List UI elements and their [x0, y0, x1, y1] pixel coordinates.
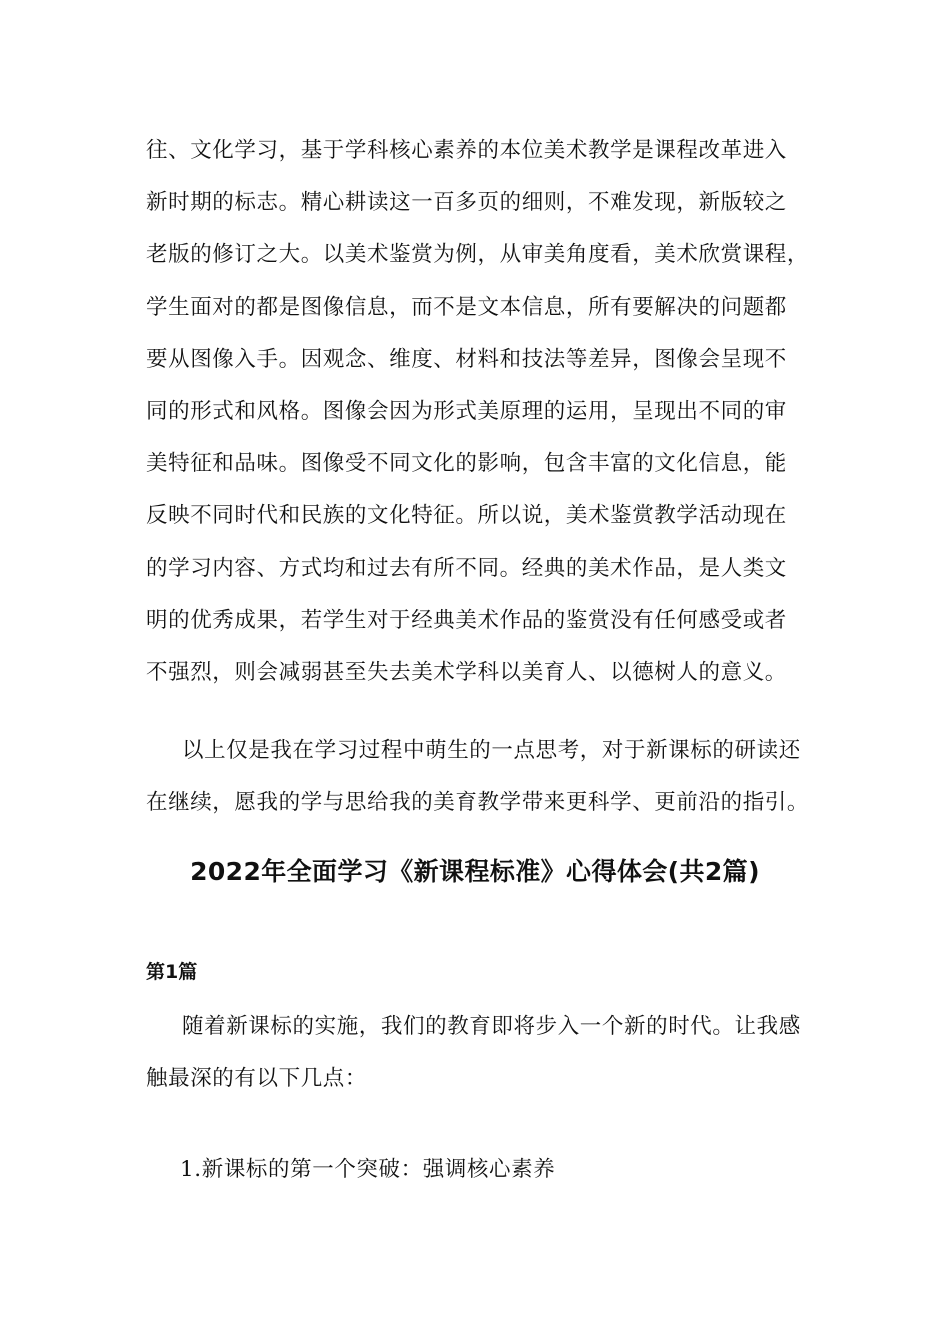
- paragraph-line: 美特征和品味。图像受不同文化的影响，包含丰富的文化信息，能: [146, 451, 787, 477]
- section-heading: 第1篇: [146, 961, 198, 983]
- paragraph-line: 老版的修订之大。以美术鉴赏为例，从审美角度看，美术欣赏课程，: [146, 242, 810, 268]
- paragraph-line: 同的形式和风格。图像会因为形式美原理的运用，呈现出不同的审: [146, 398, 787, 424]
- paragraph-line: 的学习内容、方式均和过去有所不同。经典的美术作品，是人类文: [146, 555, 787, 581]
- body-paragraph-1: [146, 125, 826, 699]
- paragraph-line: 随着新课标的实施，我们的教育即将步入一个新的时代。让我感: [182, 1014, 801, 1039]
- paragraph-line: 在继续，愿我的学与思给我的美育教学带来更科学、更前沿的指引。: [146, 790, 810, 816]
- paragraph-line: 反映不同时代和民族的文化特征。所以说，美术鉴赏教学活动现在: [146, 503, 787, 529]
- paragraph-line: 往、文化学习，基于学科核心素养的本位美术教学是课程改革进入: [146, 138, 787, 163]
- paragraph-line: 新时期的标志。精心耕读这一百多页的细则，不难发现，新版较之: [146, 190, 787, 216]
- paragraph-line: 以上仅是我在学习过程中萌生的一点思考，对于新课标的研读还: [182, 738, 801, 763]
- paragraph-line: 学生面对的都是图像信息，而不是文本信息，所有要解决的问题都: [146, 294, 787, 320]
- paragraph-line: 明的优秀成果，若学生对于经典美术作品的鉴赏没有任何感受或者: [146, 607, 787, 633]
- body-paragraph-2: [146, 725, 826, 829]
- list-item-1: 1.新课标的第一个突破：强调核心素养: [180, 1157, 556, 1182]
- paragraph-line: 要从图像入手。因观念、维度、材料和技法等差异，图像会呈现不: [146, 346, 787, 372]
- article-title: 2022年全面学习《新课程标准》心得体会(共2篇): [190, 857, 760, 886]
- body-paragraph-3: [146, 1001, 826, 1105]
- paragraph-line: 触最深的有以下几点：: [146, 1066, 368, 1092]
- paragraph-line: 不强烈，则会减弱甚至失去美术学科以美育人、以德树人的意义。: [146, 659, 787, 685]
